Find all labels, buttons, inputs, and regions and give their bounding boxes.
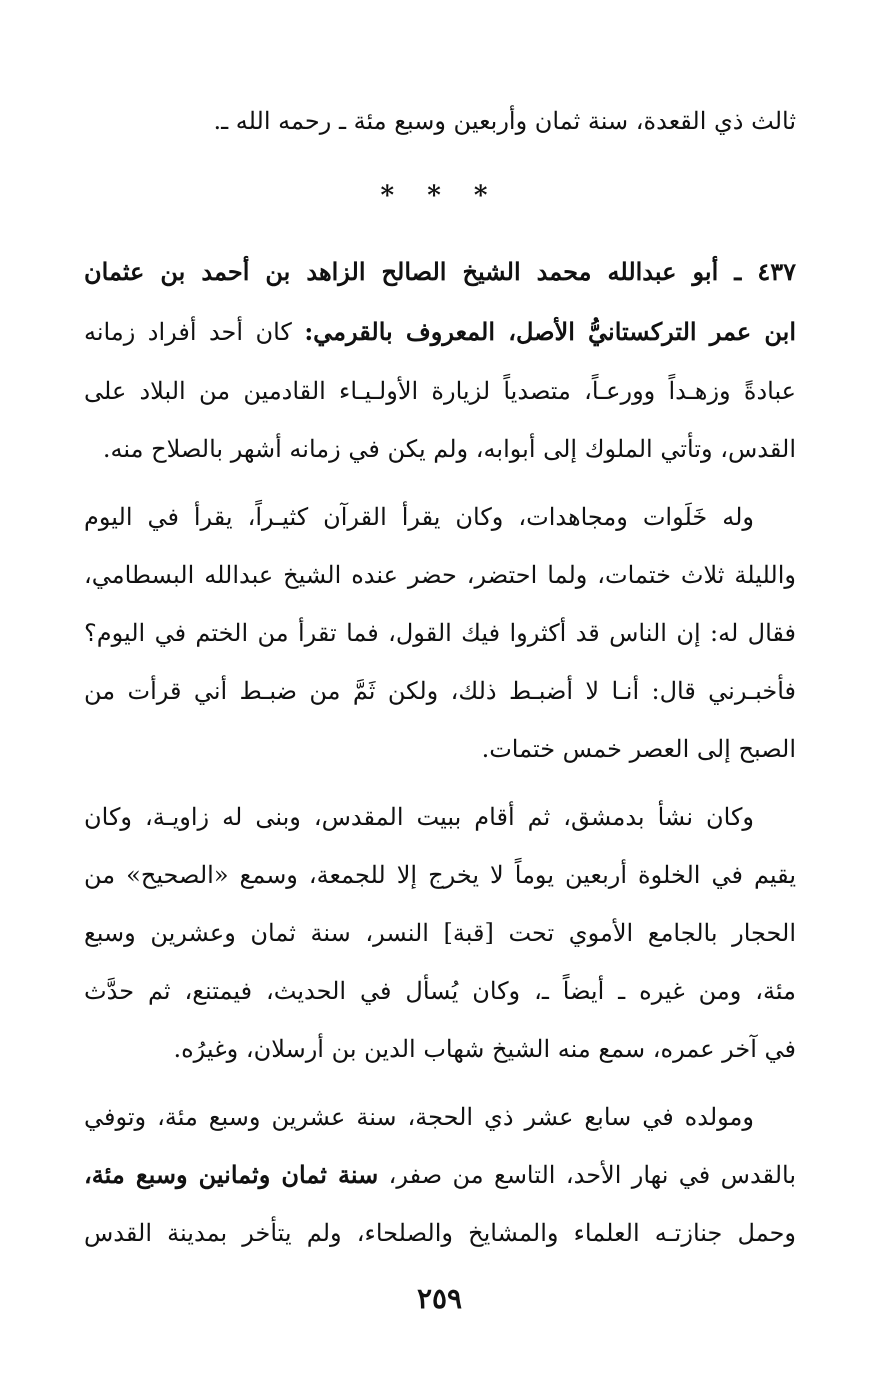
paragraph-4-line: وحمل جنازتـه العلماء والمشايخ والصلحاء، ولم يتأخر بمدينة القدس (84, 1219, 796, 1247)
paragraph-4-line: ومولده في سابع عشر ذي الحجة، سنة عشرين وسبع مئة، وتوفي (84, 1103, 754, 1131)
paragraph-2-line: الصبح إلى العصر خمس ختمات. (481, 735, 796, 763)
death-year-emphasis: سنة ثمان وثمانين وسبع مئة، (84, 1160, 379, 1189)
death-date-text: بالقدس في نهار الأحد، التاسع من صفر، (378, 1161, 796, 1189)
paragraph-2-line: فقال له: إن الناس قد أكثروا فيك القول، فما تقرأ من الختم في اليوم؟ (84, 619, 796, 647)
paragraph-2-line: فأخبـرني قال: أنـا لا أضبـط ذلك، ولكن ثَمَّ من ضبـط أني قرأت من (84, 677, 796, 705)
paragraph-1-line: القدس، وتأتي الملوك إلى أبوابه، ولم يكن في زمانه أشهر بالصلاح منه. (102, 435, 796, 463)
paragraph-3-line: وكان نشأ بدمشق، ثم أقام ببيت المقدس، وبنى له زاويـة، وكان (84, 803, 754, 831)
paragraph-3-line: مئة، ومن غيره ـ أيضاً ـ، وكان يُسأل في الحديث، فيمتنع، ثم حدَّث (84, 977, 796, 1005)
section-separator: * * * (380, 181, 500, 211)
entry-heading-name: ابن عمر التركستانيُّ الأصل، المعروف بالقرمي: (304, 317, 796, 346)
entry-heading-continuation: كان أحد أفراد زمانه (84, 318, 305, 346)
entry-heading-line-1: ٤٣٧ ـ أبو عبدالله محمد الشيخ الصالح الزاهد بن أحمد بن عثمان (84, 257, 796, 286)
paragraph-3-line: في آخر عمره، سمع منه الشيخ شهاب الدين بن أرسلان، وغيرُه. (173, 1035, 796, 1063)
page-body (84, 92, 796, 1262)
previous-entry-closing-line: ثالث ذي القعدة، سنة ثمان وأربعين وسبع مئة ـ رحمه الله ـ. (213, 107, 796, 135)
paragraph-gap (84, 1078, 796, 1088)
paragraph-2-line: وله خَلَوات ومجاهدات، وكان يقرأ القرآن كثيـراً، يقرأ في اليوم (84, 503, 754, 531)
paragraph-gap (84, 478, 796, 488)
paragraph-4-line (84, 1146, 796, 1204)
paragraph-2-line: والليلة ثلاث ختمات، ولما احتضر، حضر عنده الشيخ عبدالله البسطامي، (84, 561, 796, 589)
paragraph-3-line: يقيم في الخلوة أربعين يوماً لا يخرج إلا للجمعة، وسمع «الصحيح» من (84, 861, 796, 889)
paragraph-3-line: الحجار بالجامع الأموي تحت [قبة] النسر، سنة ثمان وعشرين وسبع (84, 919, 796, 947)
entry-heading-line-2 (84, 302, 796, 362)
paragraph-1-line: عبادةً وزهـداً وورعـاً، متصدياً لزيارة الأولـيـاء القادمين من البلاد على (84, 377, 796, 405)
paragraph-gap (84, 778, 796, 788)
page-number: ٢٥٩ (416, 1282, 463, 1315)
